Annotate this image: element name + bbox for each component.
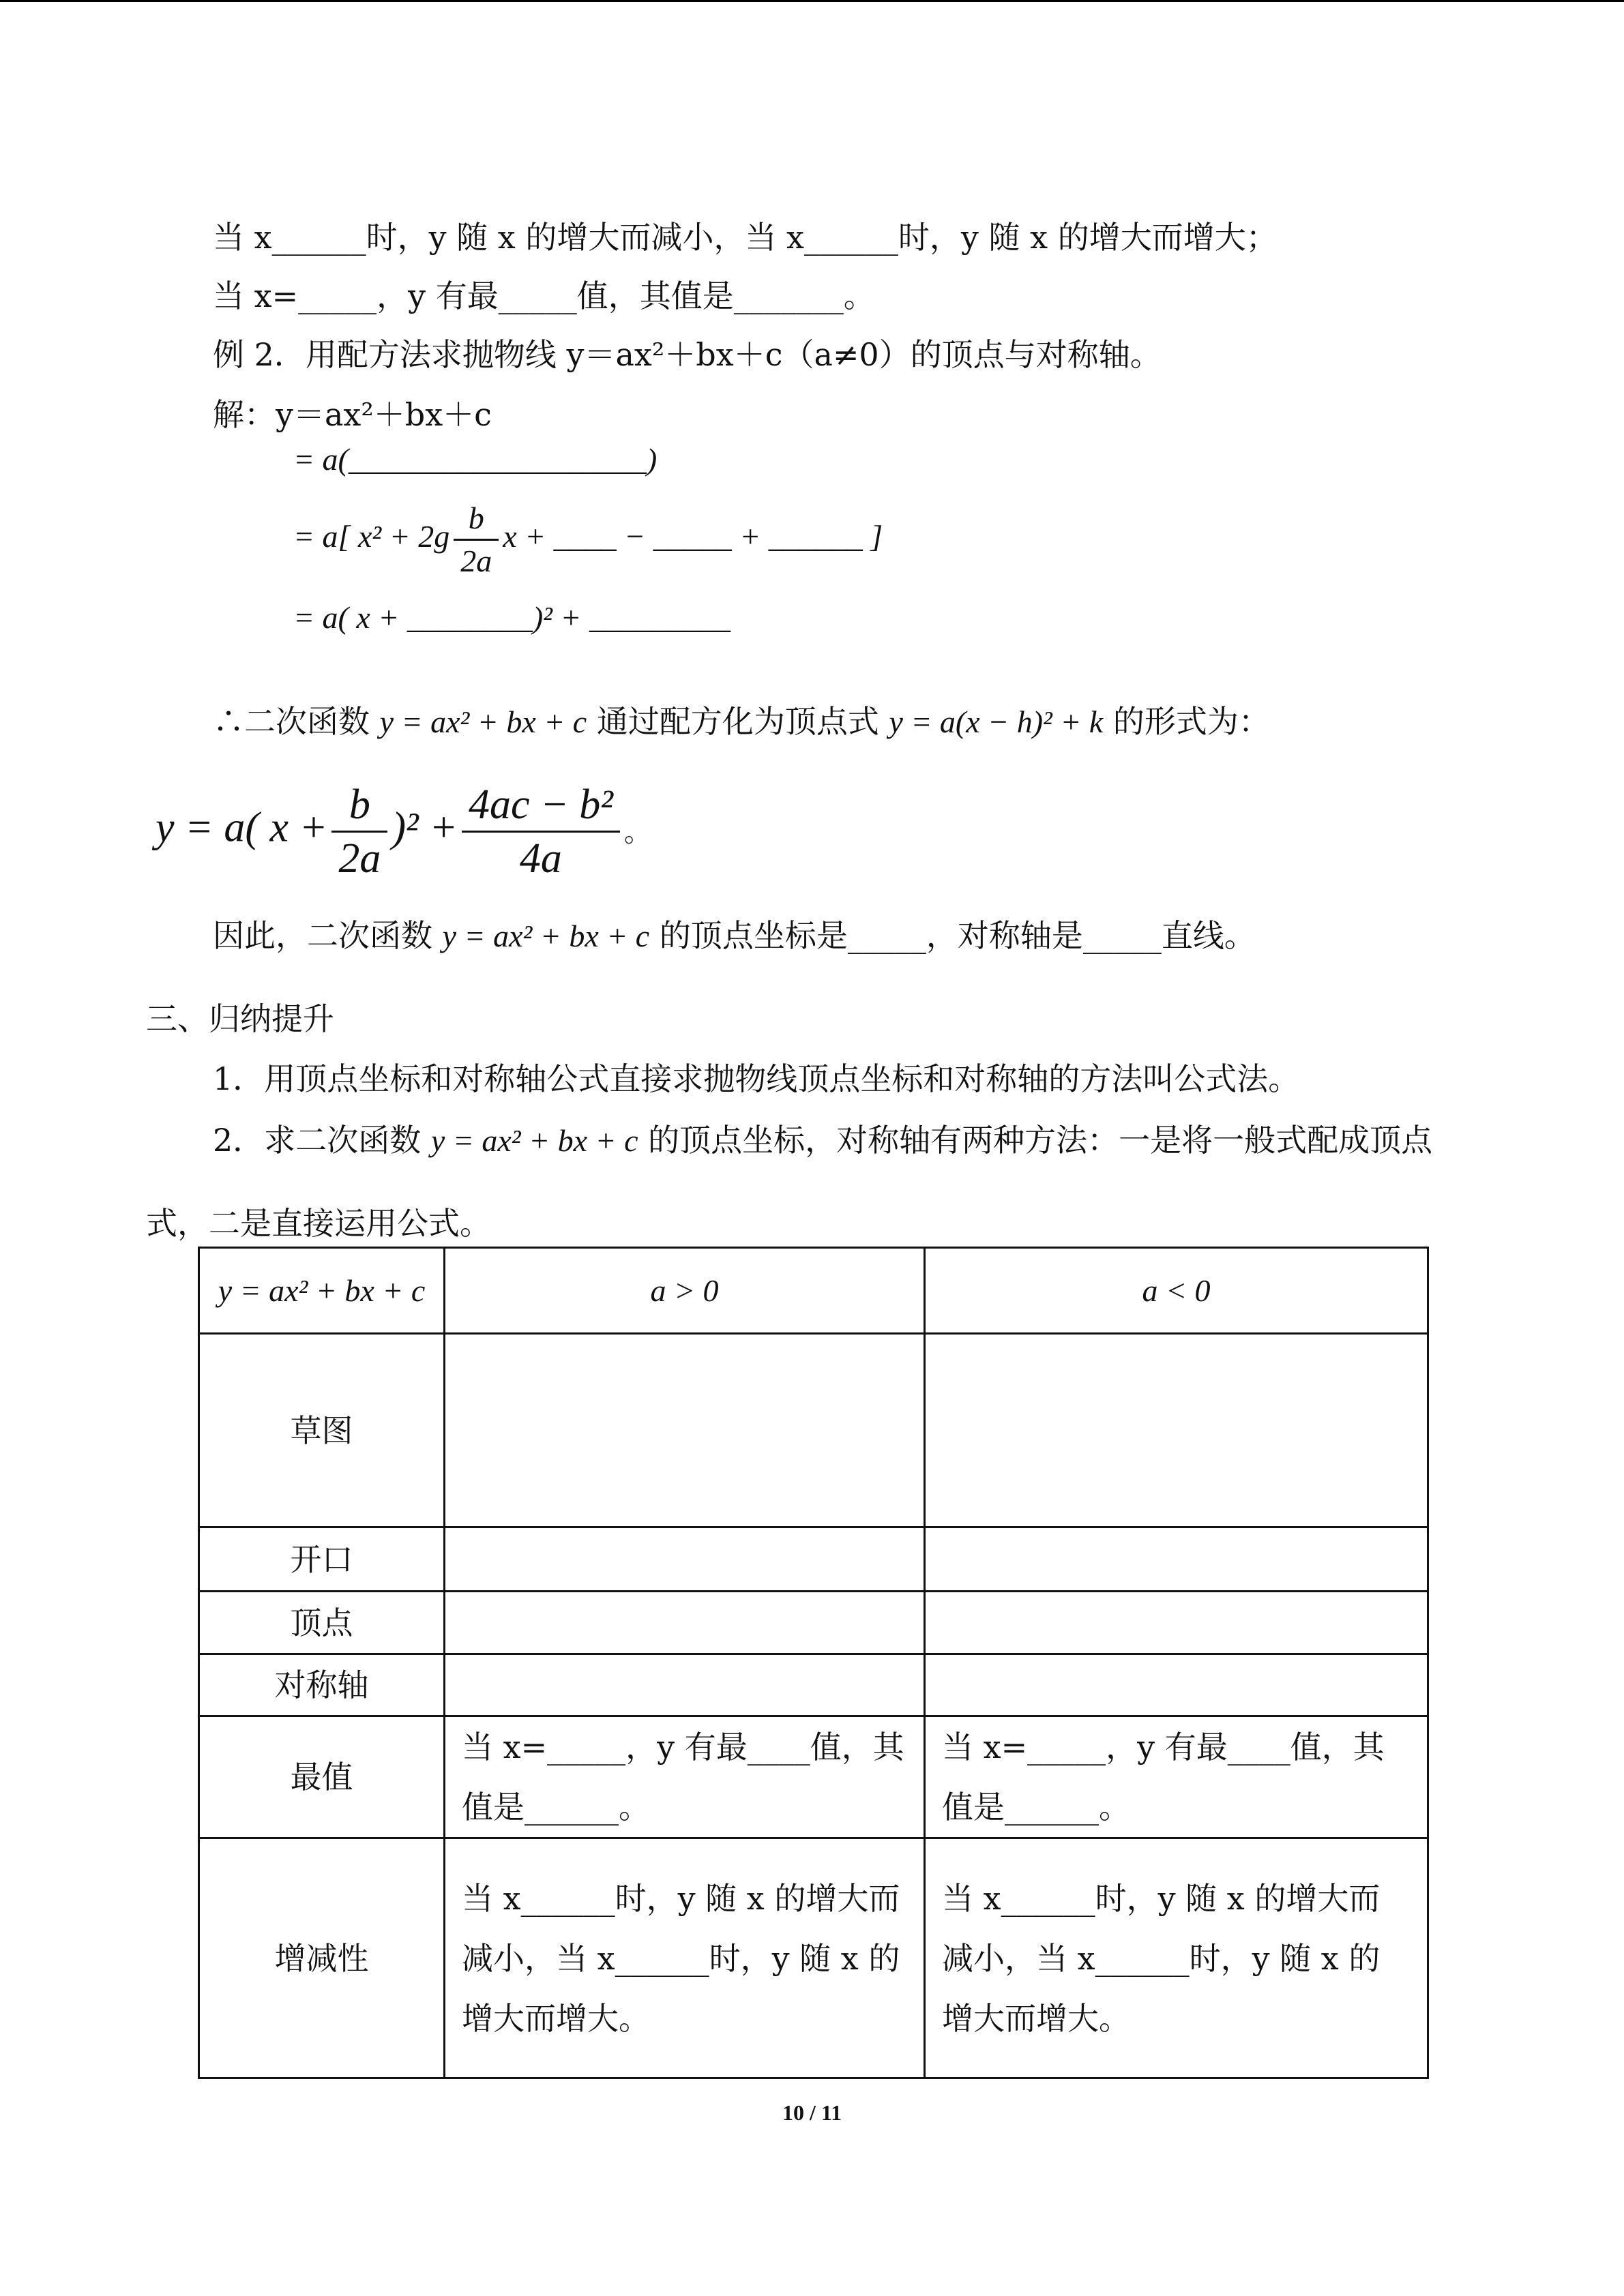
table-row — [199, 1838, 1428, 2078]
formula-prefix: y = a( x + — [156, 804, 328, 851]
vertex-a-positive — [445, 1592, 925, 1654]
therefore-line — [213, 702, 1270, 741]
formula-num-2: 4ac − b² — [462, 779, 620, 833]
section-3-heading: 三、归纳提升 — [146, 1000, 334, 1037]
point-2-suffix: 的顶点坐标，对称轴有两种方法：一是将一般式配成顶点 — [648, 1122, 1433, 1159]
formula-middle: )² + — [392, 804, 458, 851]
row-label: 最值 — [199, 1716, 445, 1838]
axis-a-positive — [445, 1654, 925, 1716]
extreme-value-line: 当 x=_____，y 有最_____值，其值是_______。 — [213, 278, 875, 314]
solution-step-2 — [293, 498, 883, 582]
solution-start: 解：y＝ax²＋bx＋c — [213, 396, 492, 433]
point-2-prefix: 2．求二次函数 — [213, 1122, 422, 1159]
hence-suffix: 的顶点坐标是_____，对称轴是_____直线。 — [659, 917, 1256, 954]
formula-num-1: b — [331, 779, 387, 833]
monotonic-a-negative: 当 x______时，y 随 x 的增大而减小，当 x______时，y 随 x 的增大而增大。 — [925, 1838, 1428, 2078]
header-a-positive: a > 0 — [445, 1248, 925, 1334]
extreme-a-positive: 当 x=_____，y 有最____值，其值是______。 — [445, 1716, 925, 1838]
step2-prefix: = a[ x² + 2g — [293, 519, 450, 554]
page-number: 10 / 11 — [782, 2100, 842, 2125]
hence-line — [213, 916, 1256, 955]
formula-den-2: 4a — [519, 835, 562, 882]
therefore-vertex-form: y = a(x − h)² + k — [889, 704, 1104, 739]
table-row — [199, 1527, 1428, 1592]
point-2 — [213, 1121, 1432, 1160]
sketch-a-positive — [445, 1334, 925, 1527]
vertex-form-formula — [156, 779, 651, 884]
header-function: y = ax² + bx + c — [199, 1248, 445, 1334]
row-label: 顶点 — [199, 1592, 445, 1654]
table-row — [199, 1716, 1428, 1838]
step2-numerator: b — [454, 498, 499, 541]
row-label: 草图 — [199, 1334, 445, 1527]
formula-end: 。 — [623, 816, 651, 848]
step2-fraction — [454, 498, 499, 582]
row-label: 增减性 — [199, 1838, 445, 2078]
solution-step-3: = a( x + ________)² + _________ — [293, 600, 730, 635]
opening-a-positive — [445, 1527, 925, 1592]
hence-prefix: 因此，二次函数 — [213, 917, 432, 954]
hence-equation: y = ax² + bx + c — [442, 919, 650, 953]
therefore-middle: 通过配方化为顶点式 — [596, 703, 879, 740]
formula-fraction-1 — [331, 779, 387, 884]
table-row — [199, 1334, 1428, 1527]
table-row — [199, 1592, 1428, 1654]
monotonic-line: 当 x______时，y 随 x 的增大而减小，当 x______时，y 随 x 的增大而增大； — [213, 219, 1278, 256]
sketch-a-negative — [925, 1334, 1428, 1527]
opening-a-negative — [925, 1527, 1428, 1592]
solution-step-1: = a(___________________) — [293, 442, 658, 477]
therefore-suffix: 的形式为： — [1112, 703, 1270, 740]
header-a-negative: a < 0 — [925, 1248, 1428, 1334]
formula-den-1: 2a — [338, 835, 381, 882]
axis-a-negative — [925, 1654, 1428, 1716]
monotonic-a-positive: 当 x______时，y 随 x 的增大而减小，当 x______时，y 随 x 的增大而增大。 — [445, 1838, 925, 2078]
row-label: 对称轴 — [199, 1654, 445, 1716]
step2-denominator: 2a — [460, 543, 492, 578]
formula-fraction-2 — [462, 779, 620, 884]
step2-suffix: x + ____ − _____ + ______ ] — [503, 519, 883, 554]
table-header-row — [199, 1248, 1428, 1334]
point-1: 1．用顶点坐标和对称轴公式直接求抛物线顶点坐标和对称轴的方法叫公式法。 — [213, 1060, 1300, 1097]
therefore-general-form: y = ax² + bx + c — [379, 704, 587, 739]
point-2-continuation: 式，二是直接运用公式。 — [146, 1205, 491, 1242]
page-top-border — [0, 0, 1624, 2]
point-2-equation: y = ax² + bx + c — [430, 1123, 638, 1158]
vertex-a-negative — [925, 1592, 1428, 1654]
summary-table — [198, 1247, 1427, 2079]
table-row — [199, 1654, 1428, 1716]
extreme-a-negative: 当 x=_____，y 有最____值，其值是______。 — [925, 1716, 1428, 1838]
example-2-title: 例 2．用配方法求抛物线 y＝ax²＋bx＋c（a≠0）的顶点与对称轴。 — [213, 336, 1162, 373]
therefore-prefix: ∴二次函数 — [213, 703, 370, 740]
row-label: 开口 — [199, 1527, 445, 1592]
